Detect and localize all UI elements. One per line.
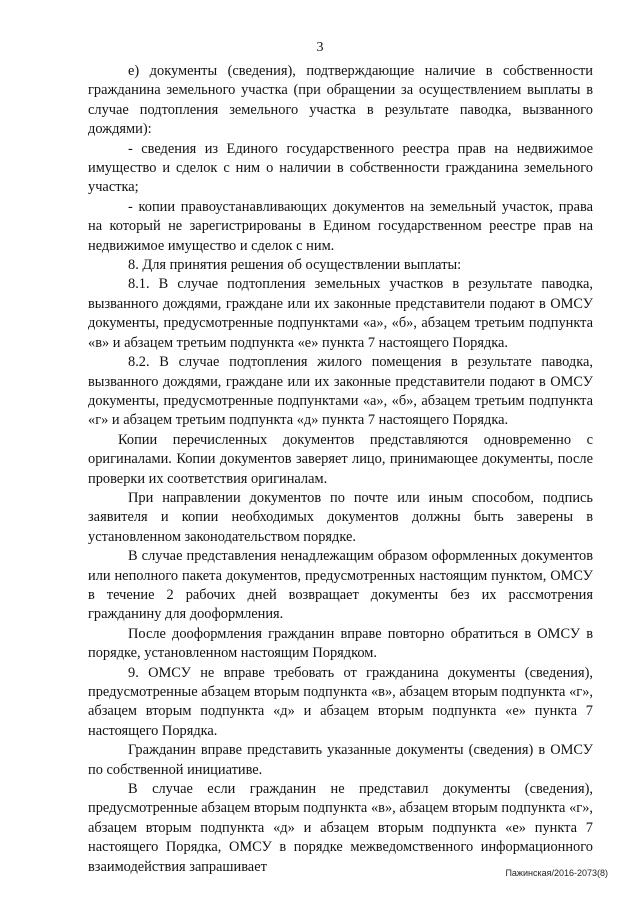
paragraph-interagency: В случае если гражданин не представил документы (сведения), предусмотренные абзацем вторым подпункта «в», абзацем вторым подпункта «г», абзацем вторым подпункта «д» и абзацем вторым подпункта «е» пункта 7 настоящего Порядка, ОМСУ в порядке межведомственного информационного взаимодействия запрашивает (88, 781, 593, 875)
paragraph-mail: При направлении документов по почте или иным способом, подпись заявителя и копии необходимых документов должны быть заверены в установленном законодательством порядке. (88, 489, 593, 545)
paragraph-7e-item-2: - копии правоустанавливающих документов на земельный участок, права на который не зарегистрированы в Едином государственном реестре прав на недвижимое имущество и сделок с ним. (88, 198, 593, 254)
paragraph-resubmit: После дооформления гражданин вправе повторно обратиться в ОМСУ в порядке, установленном настоящим Порядком. (88, 625, 593, 662)
paragraph-8-2: 8.2. В случае подтопления жилого помещения в результате паводка, вызванного дождями, граждане или их законные представители подают в ОМСУ документы, предусмотренные подпунктами «а», «б», абзацем третьим подпункта «г» и абзацем третьим подпункта «д» пункта 7 настоящего Порядка. (88, 354, 593, 429)
paragraph-7e-item-1: - сведения из Единого государственного реестра прав на недвижимое имущество и сделок с ним о наличии в собственности гражданина земельного участка; (88, 140, 593, 196)
document-body (88, 62, 593, 877)
paragraph-own-initiative: Гражданин вправе представить указанные документы (сведения) в ОМСУ по собственной инициативе. (88, 742, 593, 778)
paragraph-copies: Копии перечисленных документов представляются одновременно с оригиналами. Копии документов заверяет лицо, принимающее документы, после проверки их соответствия оригиналам. (88, 431, 593, 487)
page-number: 3 (316, 40, 324, 55)
paragraph-8-1: 8.1. В случае подтопления земельных участков в результате паводка, вызванного дождями, граждане или их законные представители подают в ОМСУ документы, предусмотренные подпунктами «а», «б», абзацем третьим подпункта «в» и абзацем третьим подпункта «е» пункта 7 настоящего Порядка. (88, 276, 593, 351)
paragraph-8: 8. Для принятия решения об осуществлении выплаты: (128, 257, 462, 274)
document-code: Пажинская/2016-2073(8) (505, 868, 608, 878)
paragraph-improper: В случае представления ненадлежащим образом оформленных документов или неполного пакета документов, предусмотренных настоящим пунктом, ОМСУ в течение 2 рабочих дней возвращает документы без их рассмотрения гражданину для дооформления. (88, 548, 593, 623)
paragraph-9: 9. ОМСУ не вправе требовать от гражданина документы (сведения), предусмотренные абзацем вторым подпункта «в», абзацем вторым подпункта «г», абзацем вторым подпункта «д» и абзацем вторым подпункта «е» пункта 7 настоящего Порядка. (88, 664, 593, 739)
paragraph-7e: е) документы (сведения), подтверждающие наличие в собственности гражданина земельного участка (при обращении за осуществлением выплаты в случае подтопления земельного участка в результате паводка, вызванного дождями): (88, 63, 593, 138)
